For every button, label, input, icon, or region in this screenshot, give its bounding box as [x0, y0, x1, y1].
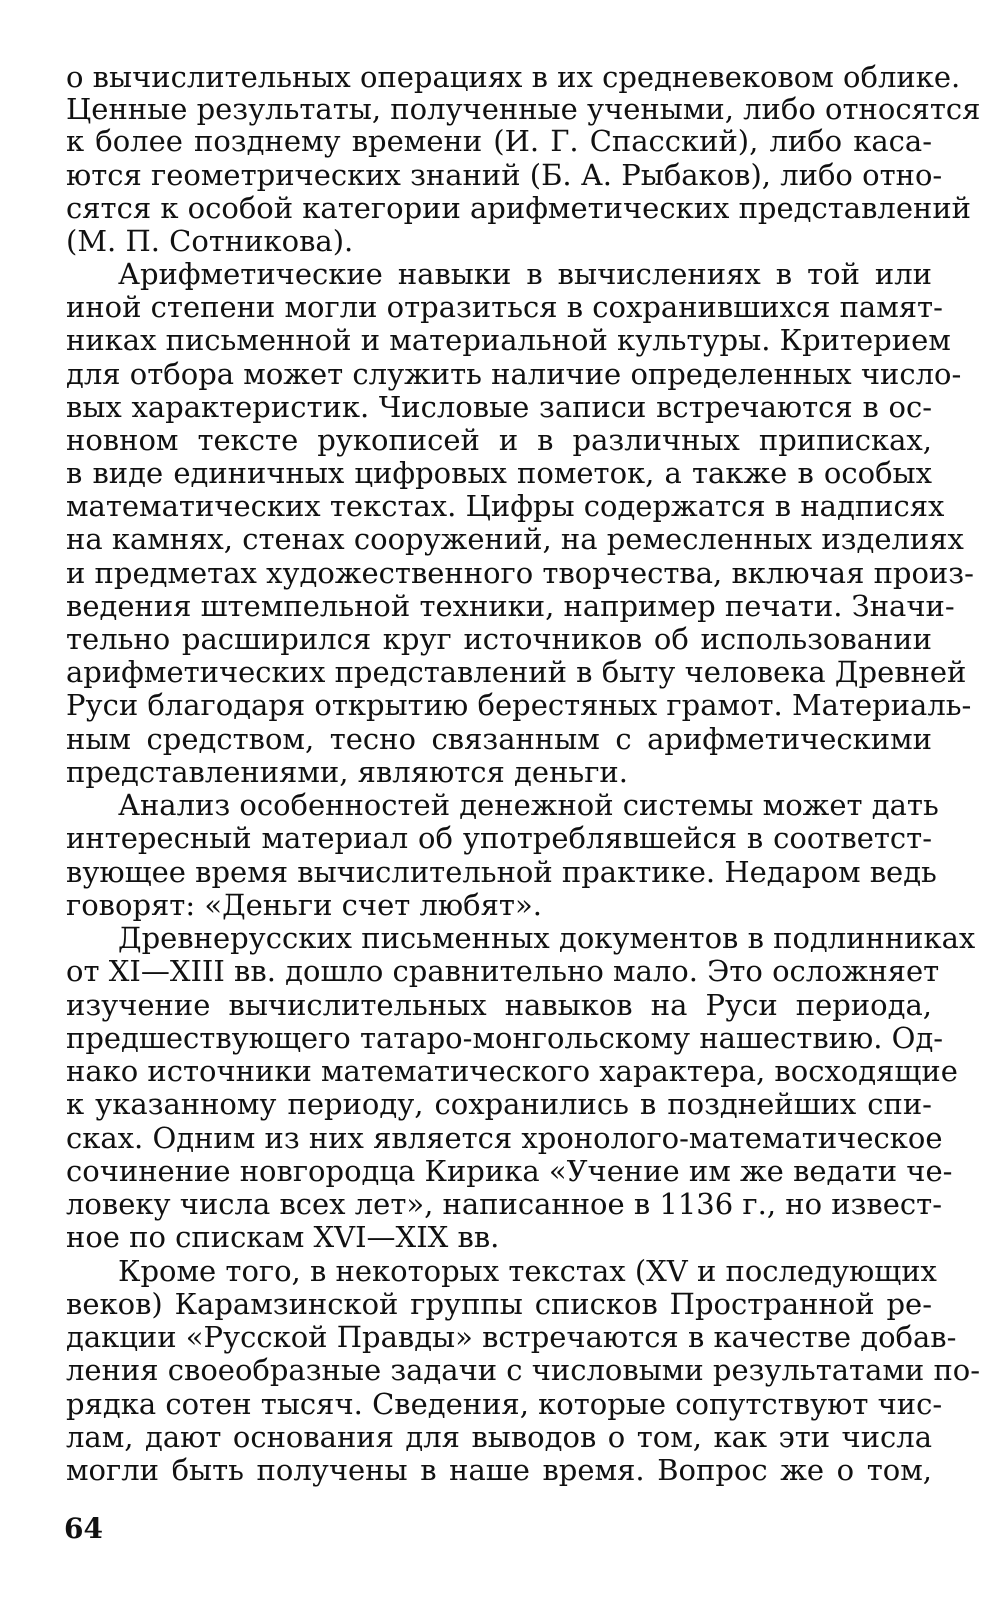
text-line: нако источники математического характера, восходящие: [66, 1054, 958, 1088]
text-line: вых характеристик. Числовые записи встречаются в ос-: [66, 390, 932, 424]
text-line: ведения штемпельной техники, например печати. Значи-: [66, 589, 955, 623]
text-line: о вычислительных операциях в их средневековом облике.: [66, 60, 961, 94]
text-line: к более позднему времени (И. Г. Спасский), либо каса-: [66, 124, 932, 158]
text-line: рядка сотен тысяч. Сведения, которые сопутствуют чис-: [66, 1387, 943, 1421]
text-line: для отбора может служить наличие определенных число-: [66, 357, 962, 391]
text-line: тельно расширился круг источников об использовании: [66, 622, 932, 656]
text-line: математических текстах. Цифры содержатся в надписях: [66, 489, 945, 523]
text-line: к указанному периоду, сохранились в позднейших спи-: [66, 1087, 932, 1121]
text-line: веков) Карамзинской группы списков Пространной ре-: [66, 1287, 932, 1321]
text-line: изучение вычислительных навыков на Руси периода,: [66, 988, 932, 1022]
text-line: ным средством, тесно связанным с арифметическими: [66, 722, 932, 756]
text-line: интересный материал об употреблявшейся в соответст-: [66, 821, 932, 855]
text-line: ное по спискам XVI—XIX вв.: [66, 1220, 500, 1254]
page-number: 64: [64, 1512, 103, 1545]
text-line: от XI—XIII вв. дошло сравнительно мало. Это осложняет: [66, 954, 940, 988]
text-line: ления своеобразные задачи с числовыми результатами по-: [66, 1353, 981, 1387]
text-line: говорят: «Деньги счет любят».: [66, 888, 542, 922]
text-line: ловеку числа всех лет», написанное в 1136 г., но извест-: [66, 1187, 943, 1221]
text-line: вующее время вычислительной практике. Недаром ведь: [66, 855, 937, 889]
paragraph-first-line: Арифметические навыки в вычислениях в той или: [118, 257, 932, 291]
text-line: представлениями, являются деньги.: [66, 755, 628, 789]
text-line: дакции «Русской Правды» встречаются в качестве добав-: [66, 1320, 957, 1354]
text-line: Ценные результаты, полученные учеными, либо относятся: [66, 92, 981, 126]
text-line: в виде единичных цифровых пометок, а также в особых: [66, 456, 932, 490]
paragraph-first-line: Анализ особенностей денежной системы может дать: [118, 788, 939, 822]
text-line: ются геометрических знаний (Б. А. Рыбаков), либо отно-: [66, 158, 943, 192]
text-line: (М. П. Сотникова).: [66, 224, 354, 258]
text-line: Руси благодаря открытию берестяных грамот. Материаль-: [66, 688, 972, 722]
paragraph-first-line: Кроме того, в некоторых текстах (XV и последующих: [118, 1254, 937, 1288]
text-line: сочинение новгородца Кирика «Учение им же ведати че-: [66, 1154, 953, 1188]
text-line: никах письменной и материальной культуры. Критерием: [66, 323, 951, 357]
text-line: новном тексте рукописей и в различных приписках,: [66, 423, 932, 457]
text-line: лам, дают основания для выводов о том, как эти числа: [66, 1420, 932, 1454]
text-line: сятся к особой категории арифметических представлений: [66, 191, 971, 225]
text-line: предшествующего татаро-монгольскому нашествию. Од-: [66, 1021, 944, 1055]
text-line: иной степени могли отразиться в сохранившихся памят-: [66, 290, 943, 324]
text-line: и предметах художественного творчества, включая произ-: [66, 556, 974, 590]
text-line: на камнях, стенах сооружений, на ремесленных изделиях: [66, 522, 964, 556]
text-line: арифметических представлений в быту человека Древней: [66, 655, 967, 689]
text-line: могли быть получены в наше время. Вопрос же о том,: [66, 1453, 932, 1487]
paragraph-first-line: Древнерусских письменных документов в подлинниках: [118, 921, 976, 955]
text-line: сках. Одним из них является хронолого-математическое: [66, 1121, 943, 1155]
